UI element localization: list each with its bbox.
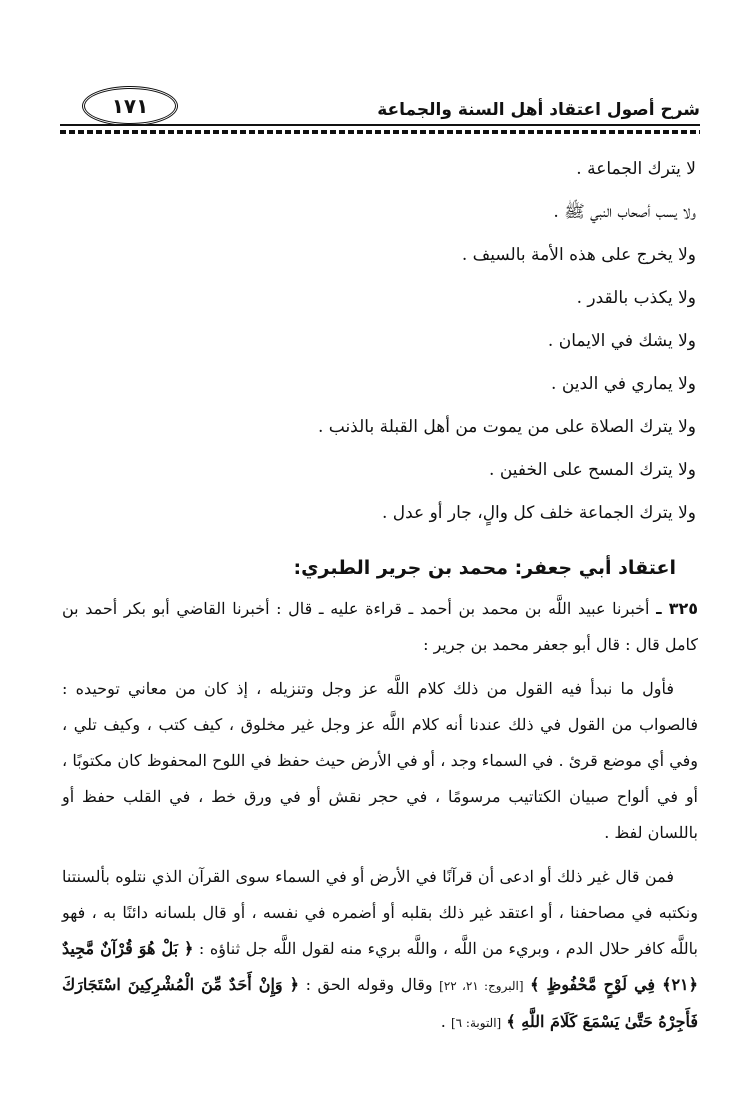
- page-number: ١٧١: [111, 94, 149, 118]
- list-item: ولا يترك الجماعة خلف كل والٍ، جار أو عدل .: [381, 503, 696, 523]
- header-dashed-rule: [60, 130, 700, 134]
- list-item: ولا يكذب بالقدر .: [576, 288, 696, 308]
- list-item: ولا يخرج على هذه الأمة بالسيف .: [461, 245, 696, 265]
- body-paragraph-2: [62, 859, 698, 1041]
- verse-reference: [التوبة: ٦]: [450, 1016, 502, 1030]
- page-number-badge: [82, 86, 178, 126]
- header-rule: [60, 124, 700, 126]
- body-paragraph-1: فأول ما نبدأ فيه القول من ذلك كلام اللَّه عز وجل وتنزيله ، إذ كان من معاني توحيده : فالصواب من القول في ذلك عندنا أنه كلام اللَّه عز وجل غير مخلوق ، كيف كتب ، وكيف تلي ، وفي أي موضع قرئ . في السماء وجد ، أو في الأرض حيث حفظ في اللوح المحفوظ كان مكتوبًا ، أو في ألواح صبيان الكتاتيب مرسومًا ، في حجر نقش أو في ورق خط ، في القلب حفظ أو باللسان لفظ .: [62, 679, 698, 842]
- section-title: اعتقاد أبي جعفر: محمد بن جرير الطبري:: [293, 557, 676, 579]
- list-item: لا يترك الجماعة .: [576, 159, 696, 179]
- verse-reference: [البروج: ٢١، ٢٢]: [439, 979, 524, 993]
- list-item: ولا يماري في الدين .: [551, 374, 696, 394]
- list-item: ولا يسب أصحاب النبي ﷺ .: [553, 202, 696, 222]
- page-body: [62, 148, 698, 1041]
- quran-verse: ﴿ وَإِنْ أَحَدٌ مِّنَ الْمُشْرِكِينَ اسْتَجَارَكَ فَأَجِرْهُ حَتَّىٰ يَسْمَعَ كَلَامَ اللَّهِ ﴾: [62, 975, 698, 1031]
- list-item: ولا يترك الصلاة على من يموت من أهل القبلة بالذنب .: [317, 417, 696, 437]
- narration-paragraph: [62, 591, 698, 663]
- page-header: [60, 80, 700, 136]
- narration-text: أخبرنا عبيد اللَّه بن محمد بن أحمد ـ قراءة عليه ـ قال : أخبرنا القاضي أبو بكر أحمد بن كامل قال : قال أبو جعفر محمد بن جرير :: [62, 599, 698, 654]
- paragraph-end: .: [440, 1012, 446, 1031]
- paragraph-text: وقال وقوله الحق :: [305, 975, 433, 994]
- book-title: شرح أصول اعتقاد أهل السنة والجماعة: [377, 100, 700, 120]
- list-item: ولا يترك المسح على الخفين .: [489, 460, 696, 480]
- narration-number: ٣٢٥ ـ: [656, 599, 698, 618]
- quran-verse: ﴿ بَلْ هُوَ قُرْآنٌ مَّجِيدٌ ﴿٢١﴾ فِي لَوْحٍ مَّحْفُوظٍ ﴾: [62, 939, 699, 994]
- list-item: ولا يشك في الايمان .: [547, 331, 696, 351]
- paragraph-text: فمن قال غير ذلك أو ادعى أن قرآنًا في الأرض أو في السماء سوى القرآن الذي نتلوه بألسنتنا ونكتبه في مصاحفنا ، أو اعتقد غير ذلك بقلبه أو أضمره في نفسه ، أو قال بلسانه دائنًا به ، فهو باللَّه كافر حلال الدم ، وبريء من اللَّه ، واللَّه بريء منه لقول اللَّه جل ثناؤه :: [62, 867, 698, 958]
